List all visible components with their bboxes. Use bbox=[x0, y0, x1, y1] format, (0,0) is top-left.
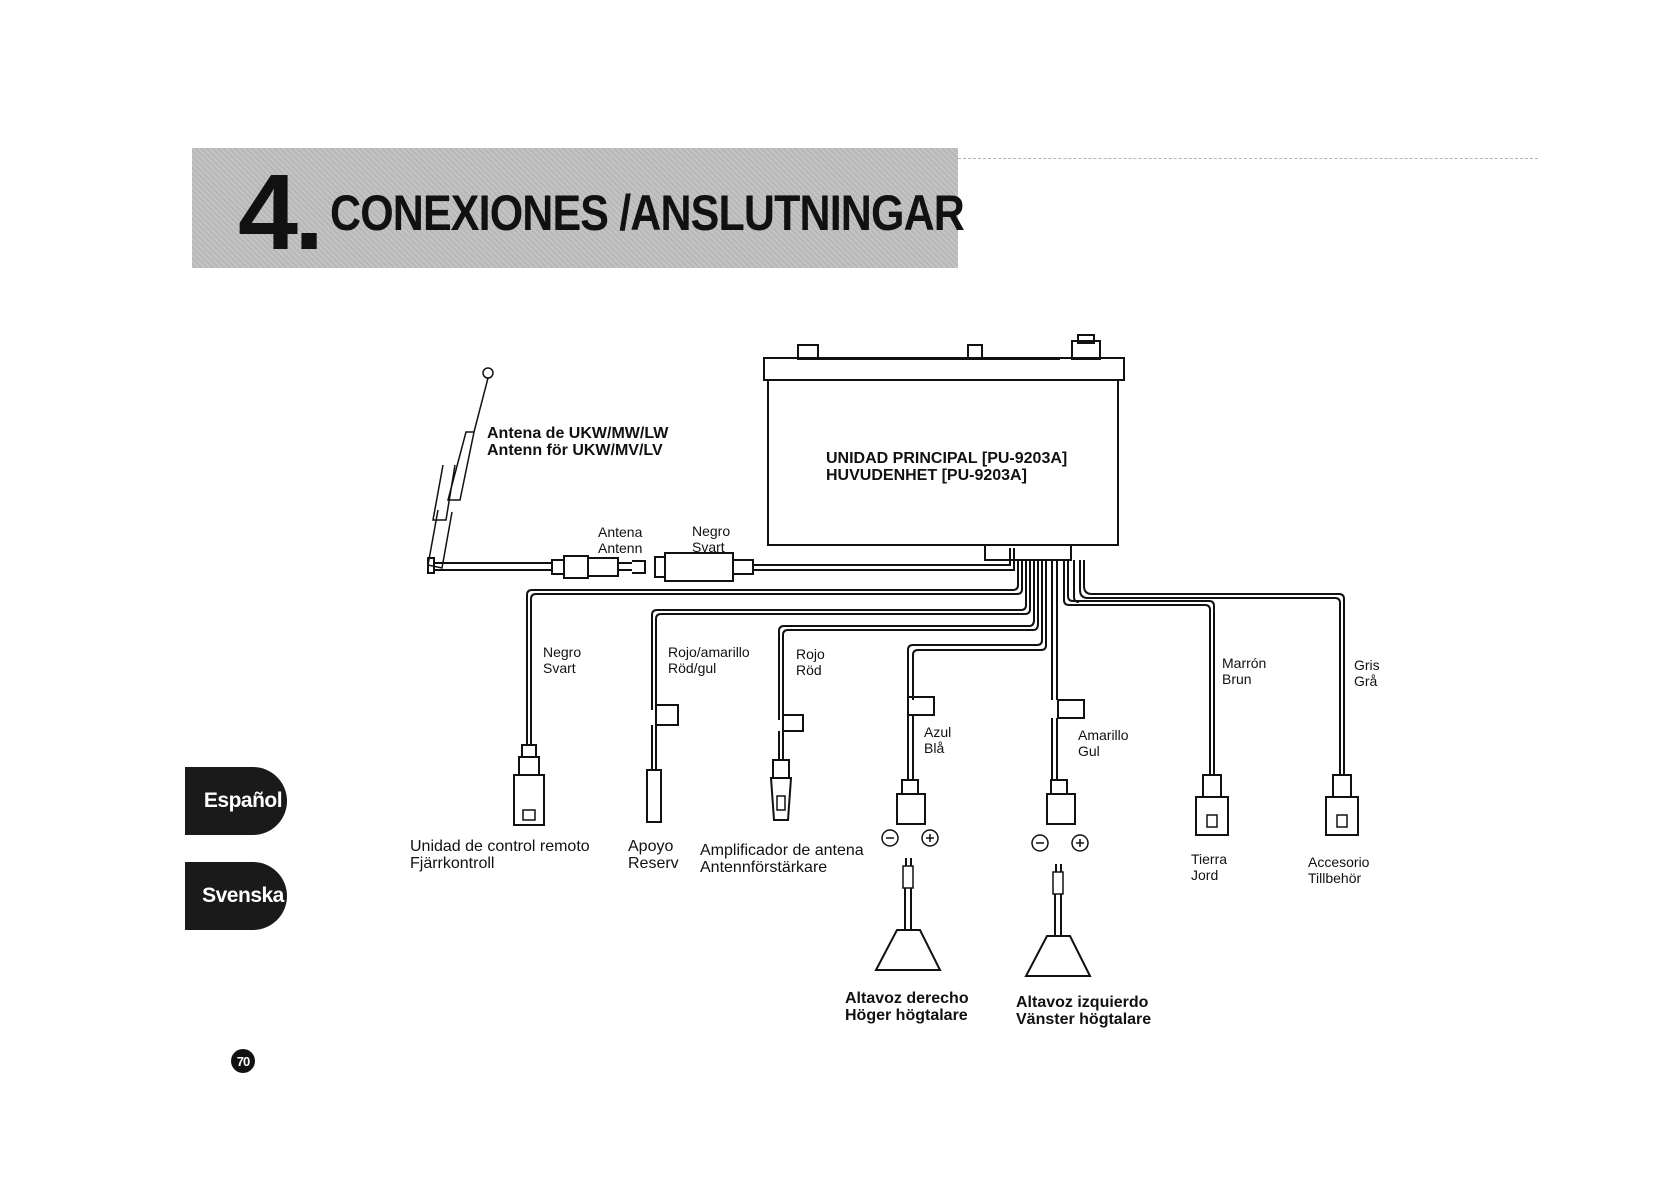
red-wire-label: Rojo Röd bbox=[796, 646, 825, 678]
remote-wire-label: Negro Svart bbox=[543, 644, 582, 676]
main-unit bbox=[764, 335, 1124, 560]
backup-wire-label: Rojo/amarillo Röd/gul bbox=[668, 644, 750, 676]
remote-control-label: Unidad de control remoto Fjärrkontroll bbox=[410, 838, 590, 872]
accessory-terminal bbox=[1326, 775, 1358, 835]
section-title: CONEXIONES /ANSLUTNINGAR bbox=[330, 185, 964, 241]
backup-terminal bbox=[647, 705, 678, 822]
tab-svenska[interactable]: Svenska bbox=[185, 862, 287, 930]
yellow-wire-label: Amarillo Gul bbox=[1078, 727, 1129, 759]
remote-control-connector bbox=[514, 745, 544, 825]
page-number: 70 bbox=[231, 1049, 255, 1073]
antenna-amplifier-label: Amplificador de antena Antennförstärkare bbox=[700, 842, 864, 876]
accessory-label: Accesorio Tillbehör bbox=[1308, 854, 1370, 886]
main-unit-label: UNIDAD PRINCIPAL [PU-9203A] HUVUDENHET [PU-9203A] bbox=[826, 450, 1068, 484]
ground-label: Tierra Jord bbox=[1191, 851, 1228, 883]
telescopic-antenna bbox=[428, 368, 552, 573]
blue-wire-label: Azul Blå bbox=[924, 724, 952, 756]
tab-espanol[interactable]: Español bbox=[185, 767, 287, 835]
left-speaker-label: Altavoz izquierdo Vänster högtalare bbox=[1016, 994, 1152, 1028]
gray-wire-label: Gris Grå bbox=[1354, 657, 1380, 689]
section-number: 4. bbox=[238, 151, 321, 272]
antenna-cable-label: Negro Svart bbox=[692, 523, 731, 555]
backup-label: Apoyo Reserv bbox=[628, 838, 679, 872]
right-speaker-label: Altavoz derecho Höger högtalare bbox=[845, 990, 969, 1024]
antenna-amp-terminal bbox=[771, 715, 803, 820]
antenna-plug-label: Antena Antenn bbox=[598, 524, 643, 556]
brown-wire-label: Marrón Brun bbox=[1222, 655, 1267, 687]
antenna-title-label: Antena de UKW/MW/LW Antenn för UKW/MV/LV bbox=[487, 425, 669, 459]
ground-terminal bbox=[1196, 775, 1228, 835]
